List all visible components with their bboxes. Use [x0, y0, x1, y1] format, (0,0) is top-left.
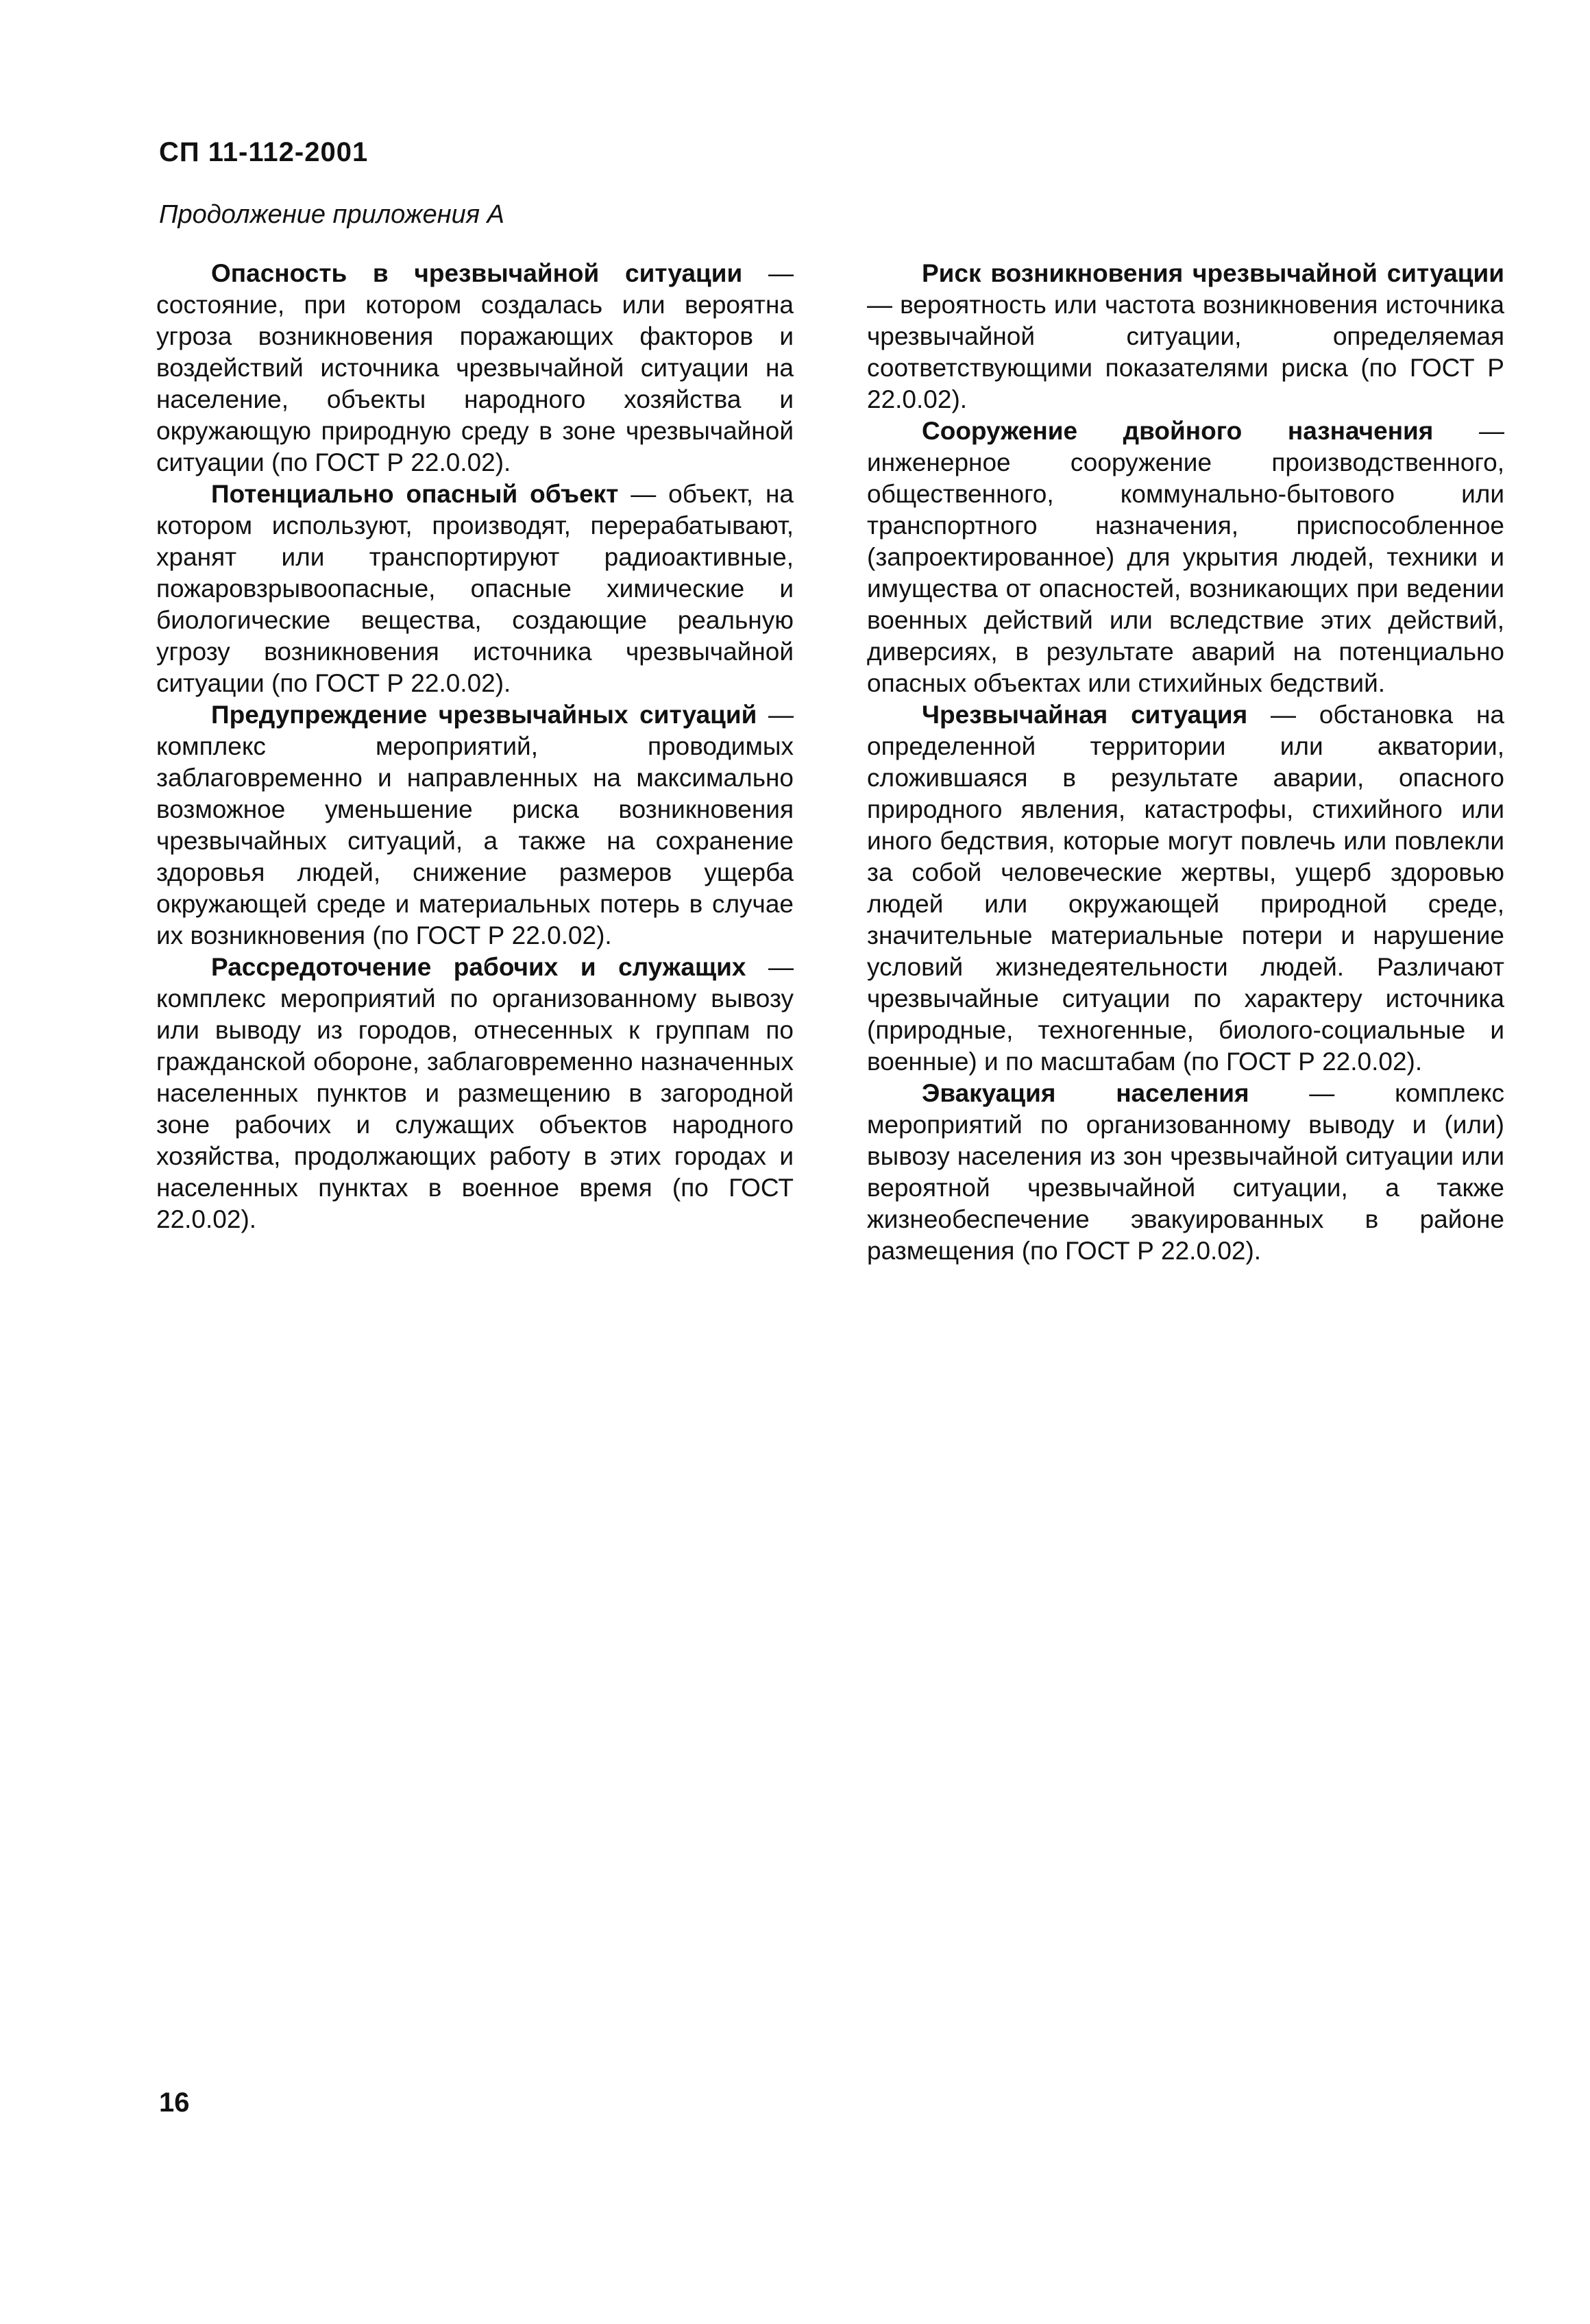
- definition-term: Сооружение двойного назначения: [922, 417, 1434, 445]
- definition-text: — комплекс мероприятий, проводимых заблаговременно и направленных на максимально возможное уменьшение риска возникновения чрезвычайных ситуаций, а также на сохранение здоровья людей, снижение размеров ущерба окружающей среде и материальных потерь в случае их возникновения (по ГОСТ Р 22.0.02).: [156, 701, 794, 949]
- right-column: [867, 258, 1504, 1267]
- definition-term: Риск возникновения чрезвычайной ситуации: [922, 259, 1504, 287]
- definition-entry: [867, 415, 1504, 699]
- definition-entry: [156, 952, 794, 1235]
- document-code: СП 11-112-2001: [159, 137, 369, 167]
- definition-term: Опасность в чрезвычайной ситуации: [211, 259, 743, 287]
- definition-term: Эвакуация населения: [922, 1079, 1249, 1107]
- definition-text: — комплекс мероприятий по организованному выводу и (или) вывозу населения из зон чрезвычайной ситуации или вероятной чрезвычайной ситуации, а также жизнеобеспечение эвакуированных в районе размещения (по ГОСТ Р 22.0.02).: [867, 1079, 1504, 1265]
- definition-term: Потенциально опасный объект: [211, 480, 619, 508]
- definition-term: Рассредоточение рабочих и служащих: [211, 953, 746, 981]
- definition-text: — состояние, при котором создалась или вероятна угроза возникновения поражающих факторов и воздействий источника чрезвычайной ситуации на население, объекты народного хозяйства и окружающую природную среду в зоне чрезвычайной ситуации (по ГОСТ Р 22.0.02).: [156, 259, 794, 476]
- definition-entry: [156, 479, 794, 699]
- definition-text: — комплекс мероприятий по организованному вывозу или выводу из городов, отнесенных к группам по гражданской обороне, заблаговременно назначенных населенных пунктов и размещению в загородной зоне рабочих и служащих объектов народного хозяйства, продолжающих работу в этих городах и населенных пунктах в военное время (по ГОСТ 22.0.02).: [156, 953, 794, 1233]
- definition-text: — инженерное сооружение производственного, общественного, коммунально-бытового или транспортного назначения, приспособленное (запроектированное) для укрытия людей, техники и имущества от опасностей, возникающих при ведении военных действий или вследствие этих действий, диверсиях, в результате аварий на потенциально опасных объектах или стихийных бедствий.: [867, 417, 1504, 697]
- definition-term: Чрезвычайная ситуация: [922, 701, 1248, 729]
- definition-entry: [867, 1078, 1504, 1267]
- definition-entry: [867, 699, 1504, 1078]
- definition-entry: [867, 258, 1504, 415]
- definition-entry: [156, 699, 794, 952]
- page-number: 16: [159, 2087, 190, 2118]
- definition-text: — вероятность или частота возникновения источника чрезвычайной ситуации, определяемая соответствующими показателями риска (по ГОСТ Р 22.0.02).: [867, 291, 1504, 413]
- definition-text: — обстановка на определенной территории или акватории, сложившаяся в результате аварии, опасного природного явления, катастрофы, стихийного или иного бедствия, которые могут повлечь или повлекли за собой человеческие жертвы, ущерб здоровью людей или окружающей природной среде, значительные материальные потери и нарушение условий жизнедеятельности людей. Различают чрезвычайные ситуации по характеру источника (природные, техногенные, биолого-социальные и военные) и по масштабам (по ГОСТ Р 22.0.02).: [867, 701, 1504, 1076]
- definition-text: — объект, на котором используют, производят, перерабатывают, хранят или транспортируют радиоактивные, пожаровзрывоопасные, опасные химические и биологические вещества, создающие реальную угрозу возникновения источника чрезвычайной ситуации (по ГОСТ Р 22.0.02).: [156, 480, 794, 697]
- definition-entry: [156, 258, 794, 479]
- definition-term: Предупреждение чрезвычайных ситуаций: [211, 701, 757, 729]
- appendix-continuation-subtitle: Продолжение приложения А: [159, 200, 504, 229]
- left-column: [156, 258, 794, 1235]
